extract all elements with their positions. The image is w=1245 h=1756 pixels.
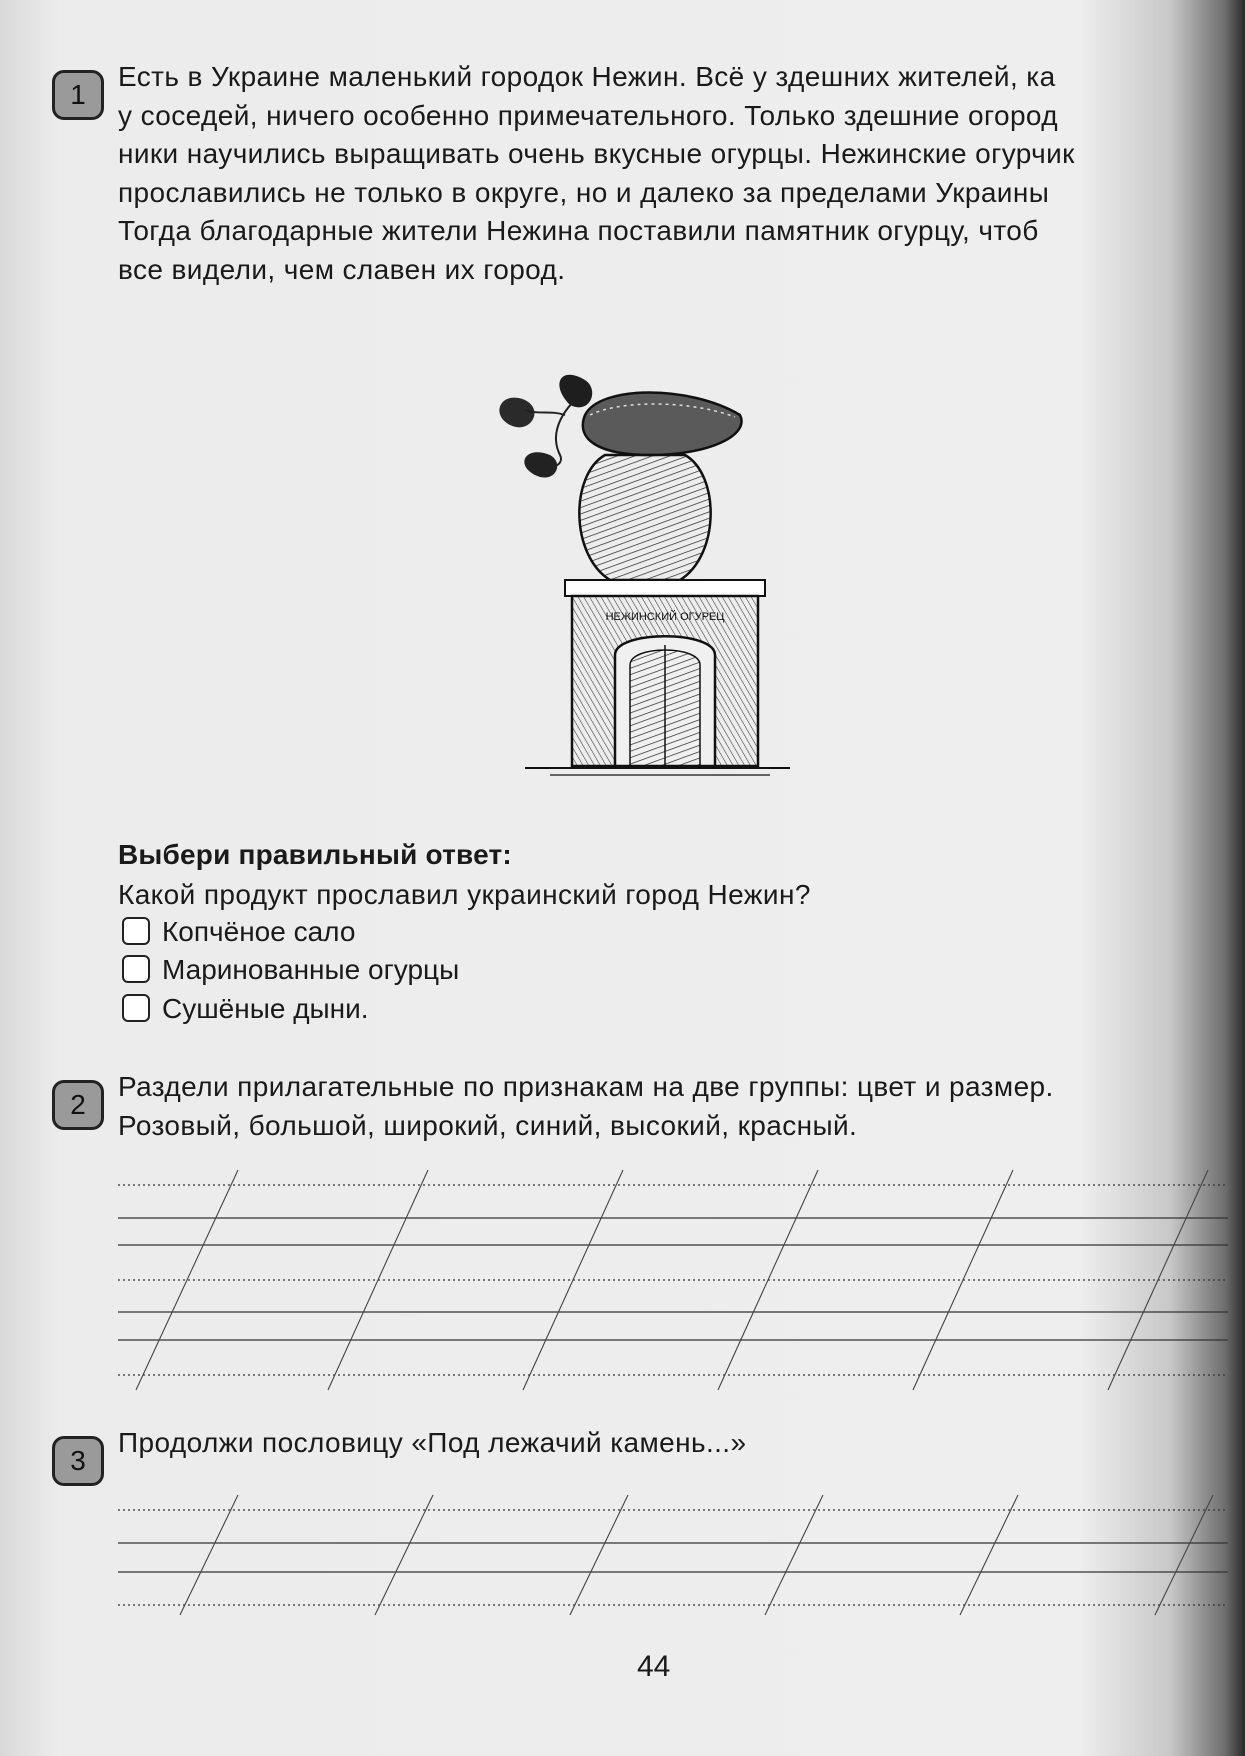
checkbox[interactable] xyxy=(122,994,150,1022)
checkbox[interactable] xyxy=(122,955,150,983)
task1-instruction: Выбери правильный ответ: xyxy=(118,839,512,870)
option-label: Копчёное сало xyxy=(162,916,356,947)
answer-option-1[interactable] xyxy=(122,916,355,948)
answer-lines-task2[interactable] xyxy=(118,1160,1228,1400)
answer-lines-task3[interactable] xyxy=(118,1485,1228,1620)
task3-line: Продолжи пословицу «Под лежачий камень...» xyxy=(118,1427,747,1458)
option-label: Сушёные дыни. xyxy=(162,993,369,1024)
cucumber-monument-illustration xyxy=(490,355,810,785)
answer-option-3[interactable] xyxy=(122,993,369,1025)
task2-line: Раздели прилагательные по признакам на две группы: цвет и размер. xyxy=(118,1071,1054,1102)
task1-line: все видели, чем славен их город. xyxy=(118,253,566,285)
task1-line: Тогда благодарные жители Нежина поставили памятник огурцу, чтоб xyxy=(118,215,1039,246)
task-number-2: 2 xyxy=(52,1080,104,1130)
monument-inscription: НЕЖИНСКИЙ ОГУРЕЦ xyxy=(605,611,725,623)
option-label: Маринованные огурцы xyxy=(162,954,460,985)
task-number-1: 1 xyxy=(52,70,104,120)
task1-line: Есть в Украине маленький городок Нежин. Всё у здешних жителей, ка xyxy=(118,61,1056,92)
checkbox[interactable] xyxy=(122,917,150,945)
task2-text xyxy=(118,1068,1054,1145)
task-number-3: 3 xyxy=(52,1436,104,1486)
task1-line: ники научились выращивать очень вкусные огурцы. Нежинские огурчик xyxy=(118,138,1075,169)
task3-text xyxy=(118,1424,746,1463)
task1-question: Какой продукт прославил украинский город Нежин? xyxy=(118,879,811,910)
task1-line: прославились не только в округе, но и далеко за пределами Украины xyxy=(118,176,1050,208)
page-number: 44 xyxy=(637,1650,671,1683)
task2-line: Розовый, большой, широкий, синий, высокий, красный. xyxy=(118,1109,858,1141)
answer-option-2[interactable] xyxy=(122,954,459,986)
task1-text xyxy=(118,58,1075,289)
task1-line: у соседей, ничего особенно примечательного. Только здешние огород xyxy=(118,99,1059,131)
